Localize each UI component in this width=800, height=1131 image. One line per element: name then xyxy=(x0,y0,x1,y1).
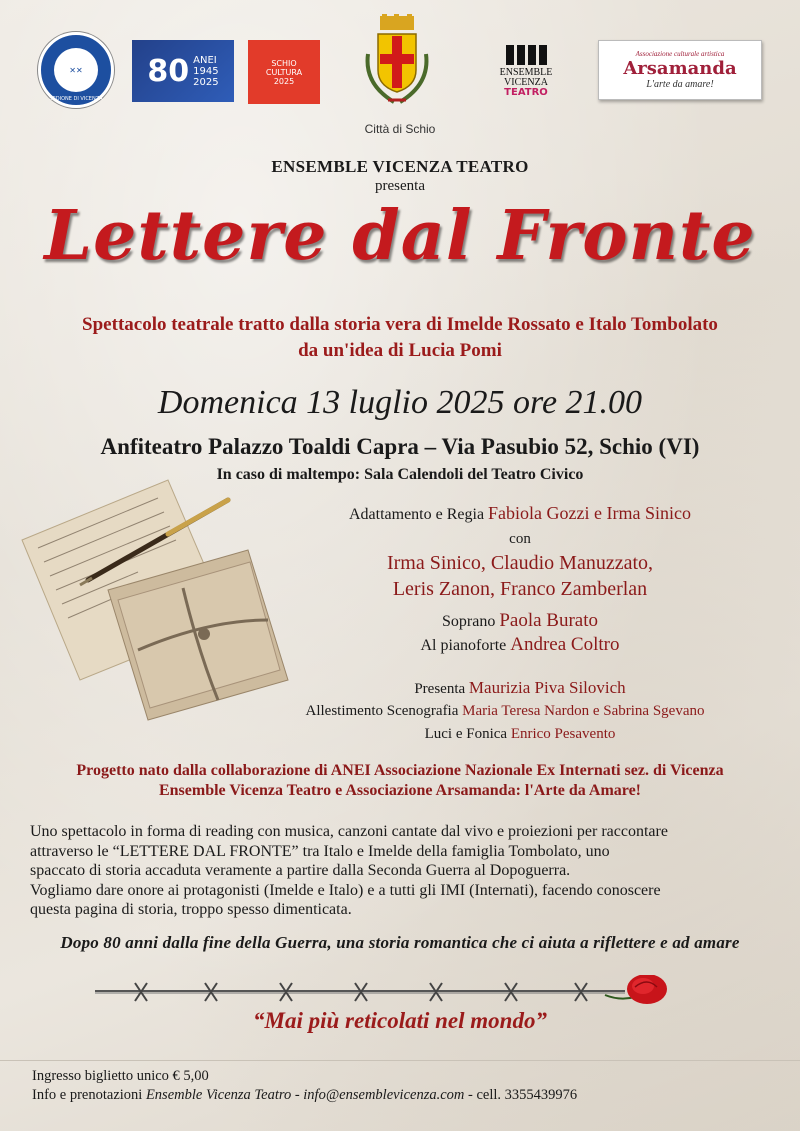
cast-line1: Irma Sinico, Claudio Manuzzato, xyxy=(386,552,654,574)
soprano-name: Paola Burato xyxy=(499,610,598,631)
lights-label: Luci e Fonica xyxy=(424,726,508,742)
ensemble-line1: ENSEMBLE xyxy=(499,66,553,78)
description xyxy=(30,822,780,920)
booking-info xyxy=(32,1087,577,1104)
project-line2: Ensemble Vicenza Teatro e Associazione Arsamanda: l'Arte da Amare! xyxy=(158,782,642,799)
description-line5: questa pagina di storia, troppo spesso dimenticata. xyxy=(30,901,352,918)
barbed-wire-icon xyxy=(95,975,695,1007)
footer-divider xyxy=(0,1060,800,1061)
city-label: Città di Schio xyxy=(364,122,436,136)
tagline: Dopo 80 anni dalla fine della Guerra, una storia romantica che ci aiuta a riflettere e ad amare xyxy=(60,933,740,952)
lights-credit xyxy=(310,726,730,743)
schio-cultura-line1: SCHIO xyxy=(271,58,297,68)
soprano-label: Soprano xyxy=(441,613,496,630)
eighty-number: 80 xyxy=(147,53,190,89)
subtitle-line2: da un'idea di Lucia Pomi xyxy=(298,340,502,361)
ensemble-vicenza-logo xyxy=(484,34,568,108)
anei-80-logo xyxy=(132,40,234,102)
schio-cultura-logo xyxy=(248,40,320,104)
building-icon xyxy=(506,45,547,65)
with-label: con xyxy=(509,531,531,547)
organizer: ENSEMBLE VICENZA TEATRO xyxy=(271,157,529,176)
set-design-credit xyxy=(270,703,740,720)
anei-section-text: SEDIONE DI VICENZA xyxy=(49,96,103,102)
eighty-years: 1945 xyxy=(193,65,219,77)
barbed-wire-icon: ✕✕ xyxy=(54,48,98,92)
arsamanda-small: Associazione culturale artistica xyxy=(635,50,725,58)
description-line4: Vogliamo dare onore ai protagonisti (Imelde e Italo) e a tutti gli IMI (Internati), facendo conoscere xyxy=(30,881,661,899)
description-line2: attraverso le “LETTERE DAL FRONTE” tra Italo e Imelde della famiglia Tombolato, uno xyxy=(30,842,610,860)
letters-pen-illustration xyxy=(18,470,298,725)
schio-cultura-line3: 2025 xyxy=(273,76,295,86)
subtitle-line1: Spettacolo teatrale tratto dalla storia vera di Imelde Rossato e Italo Tombolato xyxy=(82,314,718,335)
host-label: Presenta xyxy=(414,681,466,697)
event-date: Domenica 13 luglio 2025 ore 21.00 xyxy=(157,384,643,421)
host-credit xyxy=(310,678,730,698)
ensemble-line2: VICENZA xyxy=(504,76,548,88)
bad-weather-note: In caso di maltempo: Sala Calendoli del Teatro Civico xyxy=(216,466,584,483)
cast-line2: Leris Zanon, Franco Zamberlan xyxy=(392,578,648,600)
set-label: Allestimento Scenografia xyxy=(305,703,459,719)
presents-label: presenta xyxy=(375,178,425,194)
arsamanda-name: Arsamanda xyxy=(623,58,737,79)
description-line1: Uno spettacolo in forma di reading con musica, canzoni cantate dal vivo e proiezioni per raccontare xyxy=(30,823,668,840)
eighty-brand: ANEI xyxy=(193,54,217,66)
info-phone: - cell. 3355439976 xyxy=(468,1087,578,1103)
adaptation-credit xyxy=(310,503,730,524)
piano-credit xyxy=(310,634,730,656)
arsamanda-tagline: L'arte da amare! xyxy=(646,79,714,90)
info-label: Info e prenotazioni xyxy=(32,1087,143,1103)
show-title: Lettere dal Fronte xyxy=(44,196,756,276)
lights-name: Enrico Pesavento xyxy=(510,726,616,742)
ticket-price: Ingresso biglietto unico € 5,00 xyxy=(32,1068,209,1084)
adapt-names: Fabiola Gozzi e Irma Sinico xyxy=(488,503,691,523)
adapt-label: Adattamento e Regia xyxy=(348,506,485,523)
ensemble-line3: TEATRO xyxy=(504,86,548,98)
description-line3: spaccato di storia accaduta veramente a partire dalla Seconda Guerra al Dopoguerra. xyxy=(30,862,571,879)
piano-label: Al pianoforte xyxy=(420,637,507,654)
arsamanda-logo xyxy=(598,40,762,100)
info-org: Ensemble Vicenza Teatro - info@ensemblevicenza.com xyxy=(145,1087,465,1103)
schio-crest-logo xyxy=(352,12,442,112)
red-rose-icon xyxy=(605,975,667,1004)
host-name: Maurizia Piva Silovich xyxy=(468,678,626,697)
project-line1: Progetto nato dalla collaborazione di ANEI Associazione Nazionale Ex Internati sez. di Vicenza xyxy=(76,762,724,779)
piano-name: Andrea Coltro xyxy=(510,634,620,655)
eighty-years-end: 2025 xyxy=(193,76,219,88)
set-names: Maria Teresa Nardon e Sabrina Sgevano xyxy=(462,703,705,719)
motto: “Mai più reticolati nel mondo” xyxy=(253,1008,547,1033)
crest-icon xyxy=(358,14,436,110)
soprano-credit xyxy=(310,610,730,632)
event-venue: Anfiteatro Palazzo Toaldi Capra – Via Pasubio 52, Schio (VI) xyxy=(100,434,700,459)
schio-cultura-line2: CULTURA xyxy=(265,67,303,77)
